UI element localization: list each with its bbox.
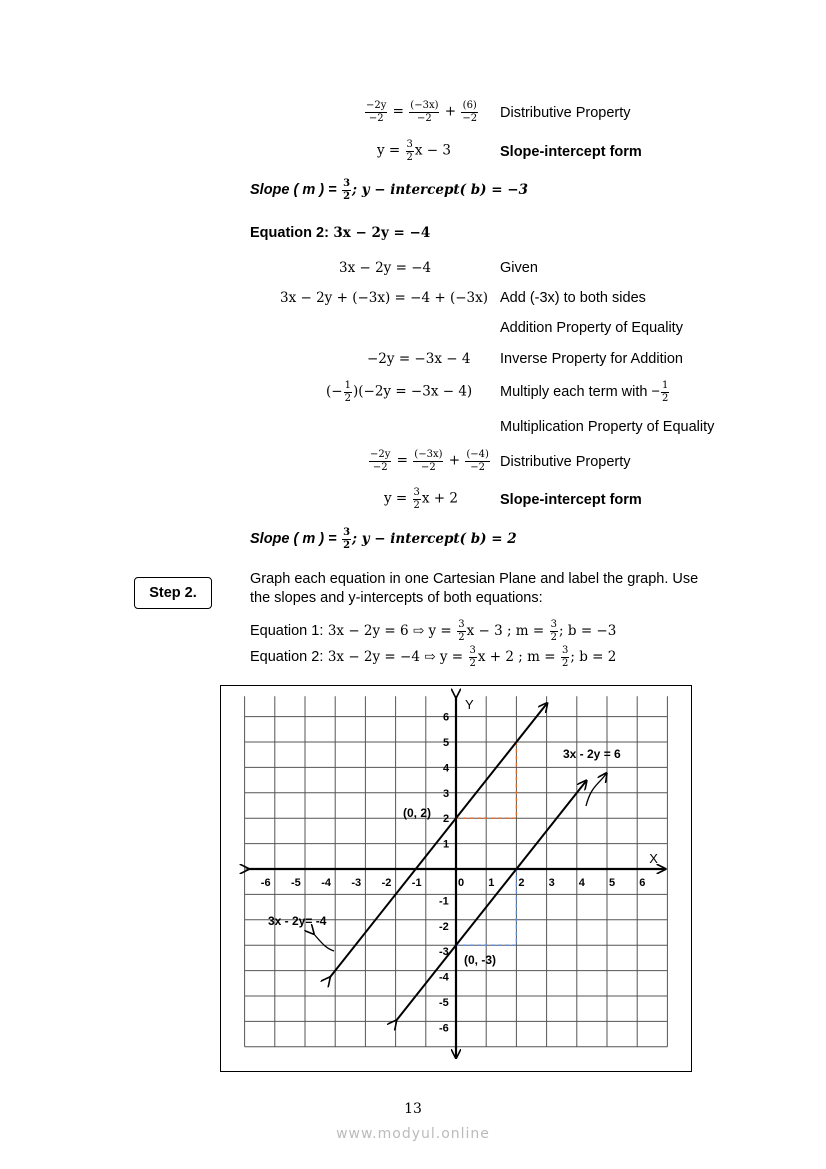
page-number: 13 (404, 1101, 422, 1117)
line-label-eq2: 3x - 2y= -4 (268, 914, 327, 928)
slope-1-summary: Slope ( m ) = $\frac{3}{2}$ ; y − intercept( b) = −3 (250, 178, 528, 202)
eq1-distributive-expr: $\frac{-2y}{-2}$ = $\frac{(-3x)}{-2}$ + $\frac{(6)}{-2}$ (366, 100, 478, 124)
eq1-distributive-label: Distributive Property (500, 105, 631, 121)
y-tick-label: -2 (439, 920, 449, 933)
x-axis-label: X (649, 851, 658, 866)
watermark: www.modyul.online (336, 1126, 490, 1142)
y-tick-label: 5 (443, 737, 450, 749)
x-tick-label: -1 (411, 877, 422, 889)
x-tick-label: 6 (639, 877, 646, 889)
step-label-addition-property: Addition Property of Equality (500, 320, 683, 336)
y-axis-label: Y (465, 696, 474, 712)
x-tick-label: 0 (458, 877, 465, 889)
step-label-inverse: Inverse Property for Addition (500, 351, 683, 367)
step-2-equation-2: Equation 2: 3x − 2y = −4 ⇨ y = $\frac{3}{2}$ x + 2 ; m = $\frac{3}{2}$ ; b = 2 (250, 645, 617, 669)
y-tick-label: 2 (443, 813, 450, 826)
step-2-instruction-line-1: Graph each equation in one Cartesian Plane and label the graph. Use (250, 571, 699, 587)
y-tick-label: -3 (439, 946, 449, 959)
y-tick-label: -1 (439, 895, 449, 908)
x-tick-label: 4 (578, 877, 585, 889)
eq1-slope-intercept-expr: y = $\frac{3}{2}$ x − 3 (377, 139, 452, 163)
eq2-slope-intercept-expr: y = $\frac{3}{2}$ x + 2 (384, 487, 459, 511)
eq2-distributive-label: Distributive Property (500, 454, 631, 470)
step-2-equation-1: Equation 1: 3x − 2y = 6 ⇨ y = $\frac{3}{2}$ x − 3 ; m = $\frac{3}{2}$ ; b = −3 (250, 619, 617, 643)
step-label-add: Add (-3x) to both sides (500, 290, 646, 306)
line-label-eq1: 3x - 2y = 6 (563, 747, 621, 761)
annotation-point-0-neg3: (0, -3) (464, 953, 497, 968)
x-tick-label: -6 (260, 877, 271, 889)
step-label-multiply: Multiply each term with − $\frac{1}{2}$ (500, 380, 669, 404)
step-2-badge: Step 2. (134, 577, 212, 609)
cartesian-plane-chart (221, 686, 691, 1071)
annotation-point-0-2: (0, 2) (403, 806, 432, 821)
y-tick-label: 4 (443, 762, 450, 775)
eq1-slope-intercept-label: Slope-intercept form (500, 144, 642, 160)
slope-2-summary: Slope ( m ) = $\frac{3}{2}$ ; y − intercept( b) = 2 (250, 527, 517, 551)
x-tick-label: -3 (351, 877, 362, 889)
equation-2-header: Equation 2: 3x − 2y = −4 (250, 225, 431, 241)
step-expr-inverse: −2y = −3x − 4 (367, 351, 471, 367)
y-tick-label: 1 (443, 838, 450, 851)
y-tick-label: 3 (443, 787, 450, 800)
x-tick-label: 3 (548, 877, 555, 889)
eq2-slope-intercept-label: Slope-intercept form (500, 492, 642, 508)
x-tick-label: 5 (609, 877, 616, 889)
series-line-2 (329, 704, 546, 978)
pointer-eq1 (586, 774, 606, 806)
y-tick-label: -4 (439, 971, 449, 984)
pointer-eq2 (313, 933, 334, 951)
step-expr-add: 3x − 2y + (−3x) = −4 + (−3x) (280, 290, 488, 306)
x-tick-label: 1 (488, 877, 495, 889)
eq2-distributive-expr: $\frac{-2y}{-2}$ = $\frac{(-3x)}{-2}$ + $\frac{(-4)}{-2}$ (370, 449, 489, 473)
step-expr-multiply: (− $\frac{1}{2}$ )(−2y = −3x − 4) (326, 380, 473, 404)
x-tick-label: -5 (291, 877, 301, 889)
step-2-instruction-line-2: the slopes and y-intercepts of both equations: (250, 590, 543, 606)
y-tick-label: -6 (439, 1022, 449, 1035)
x-tick-label: -2 (381, 877, 392, 889)
x-tick-label: -4 (321, 877, 331, 889)
step-label-given: Given (500, 260, 538, 276)
step-expr-given: 3x − 2y = −4 (339, 260, 432, 276)
step-label-multiplication-property: Multiplication Property of Equality (500, 419, 715, 435)
y-tick-label: 6 (443, 711, 450, 724)
x-tick-label: 2 (518, 877, 525, 889)
graph-frame (220, 685, 692, 1072)
y-tick-label: -5 (439, 997, 449, 1009)
